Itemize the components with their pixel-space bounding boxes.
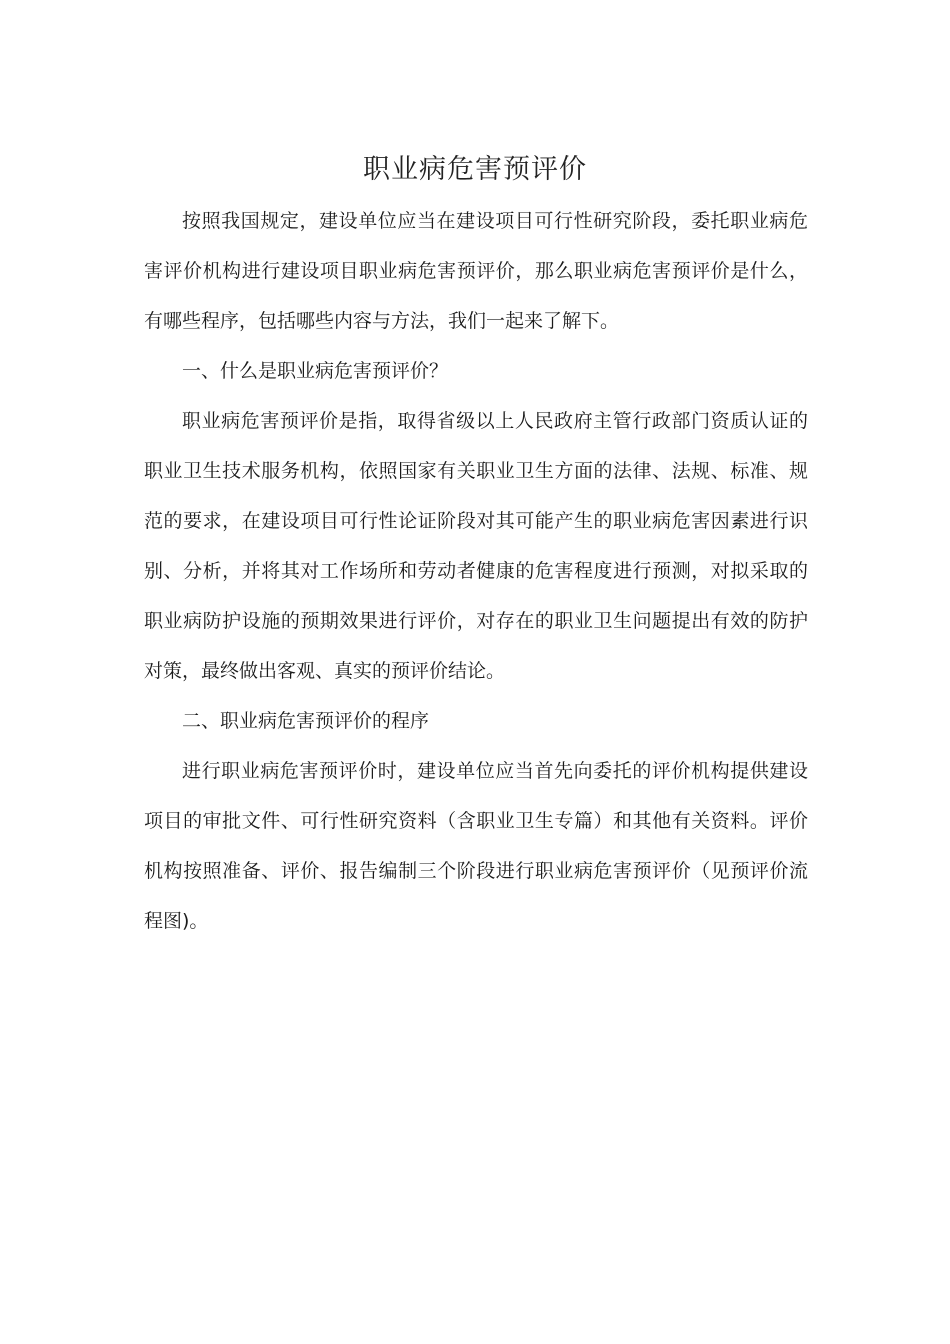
procedure-paragraph: 进行职业病危害预评价时，建设单位应当首先向委托的评价机构提供建设项目的审批文件、可行性研究资料（含职业卫生专篇）和其他有关资料。评价机构按照准备、评价、报告编制三个阶段进行职业病危害预评价（见预评价流程图)。 — [144, 760, 808, 932]
document-body — [144, 196, 808, 946]
section-heading-2: 二、职业病危害预评价的程序 — [182, 710, 430, 732]
intro-paragraph: 按照我国规定，建设单位应当在建设项目可行性研究阶段，委托职业病危害评价机构进行建设项目职业病危害预评价，那么职业病危害预评价是什么，有哪些程序，包括哪些内容与方法，我们一起来了解下。 — [144, 210, 808, 332]
definition-paragraph: 职业病危害预评价是指，取得省级以上人民政府主管行政部门资质认证的职业卫生技术服务机构，依照国家有关职业卫生方面的法律、法规、标准、规范的要求，在建设项目可行性论证阶段对其可能产生的职业病危害因素进行识别、分析，并将其对工作场所和劳动者健康的危害程度进行预测，对拟采取的职业病防护设施的预期效果进行评价，对存在的职业卫生问题提出有效的防护对策，最终做出客观、真实的预评价结论。 — [144, 410, 808, 682]
document-title: 职业病危害预评价 — [363, 154, 587, 185]
section-heading-1: 一、什么是职业病危害预评价？ — [182, 360, 449, 382]
